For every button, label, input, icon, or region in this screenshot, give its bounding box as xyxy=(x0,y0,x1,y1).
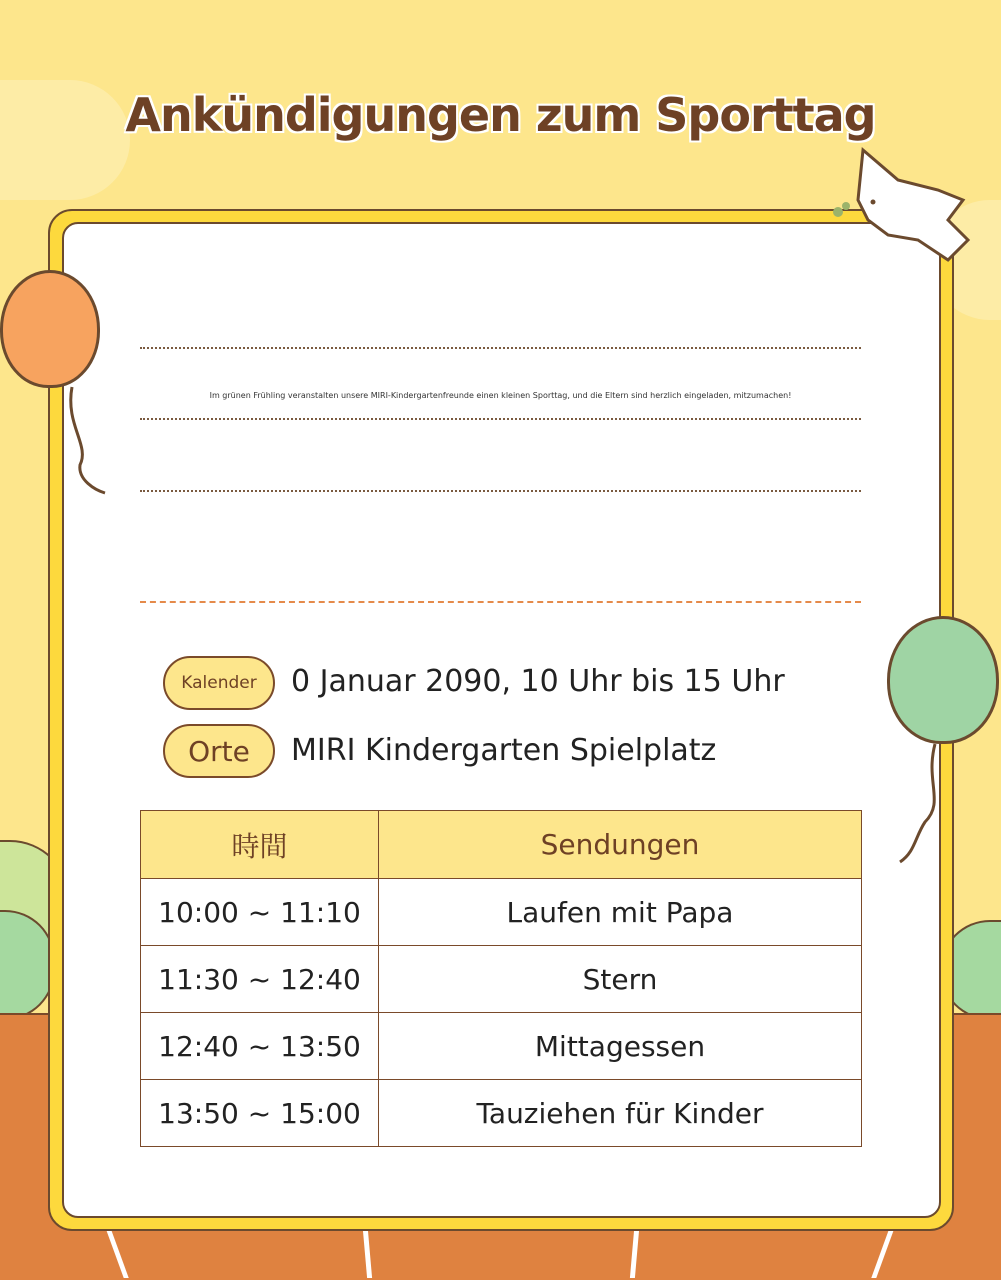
dotted-divider xyxy=(140,490,861,492)
orange-balloon-icon xyxy=(0,270,100,388)
time-cell: 11:30 ~ 12:40 xyxy=(141,946,379,1013)
header-program: Sendungen xyxy=(379,811,862,879)
table-row xyxy=(141,946,862,1013)
time-cell: 12:40 ~ 13:50 xyxy=(141,1013,379,1080)
balloon-string-icon xyxy=(60,385,110,495)
dotted-divider xyxy=(140,418,861,420)
intro-text: Im grünen Frühling veranstalten unsere MIRI-Kindergartenfreunde einen kleinen Sporttag, und die Eltern sind herzlich eingeladen, mitzumachen! xyxy=(209,391,792,400)
schedule-table xyxy=(140,810,862,1147)
location-value: MIRI Kindergarten Spielplatz xyxy=(291,733,717,768)
dove-icon xyxy=(828,140,973,270)
dotted-divider xyxy=(140,347,861,349)
program-cell: Stern xyxy=(379,946,862,1013)
table-header-row xyxy=(141,811,862,879)
calendar-label: Kalender xyxy=(163,656,275,710)
dashed-divider xyxy=(140,601,861,603)
calendar-value: 0 Januar 2090, 10 Uhr bis 15 Uhr xyxy=(291,664,785,699)
program-cell: Mittagessen xyxy=(379,1013,862,1080)
table-row xyxy=(141,1080,862,1147)
table-row xyxy=(141,879,862,946)
balloon-string-icon xyxy=(895,742,945,867)
program-cell: Laufen mit Papa xyxy=(379,879,862,946)
table-row xyxy=(141,1013,862,1080)
page-title: Ankündigungen zum Sporttag xyxy=(125,88,876,142)
green-balloon-icon xyxy=(887,616,999,744)
time-cell: 10:00 ~ 11:10 xyxy=(141,879,379,946)
location-label: Orte xyxy=(163,724,275,778)
header-time: 時間 xyxy=(141,811,379,879)
time-cell: 13:50 ~ 15:00 xyxy=(141,1080,379,1147)
program-cell: Tauziehen für Kinder xyxy=(379,1080,862,1147)
